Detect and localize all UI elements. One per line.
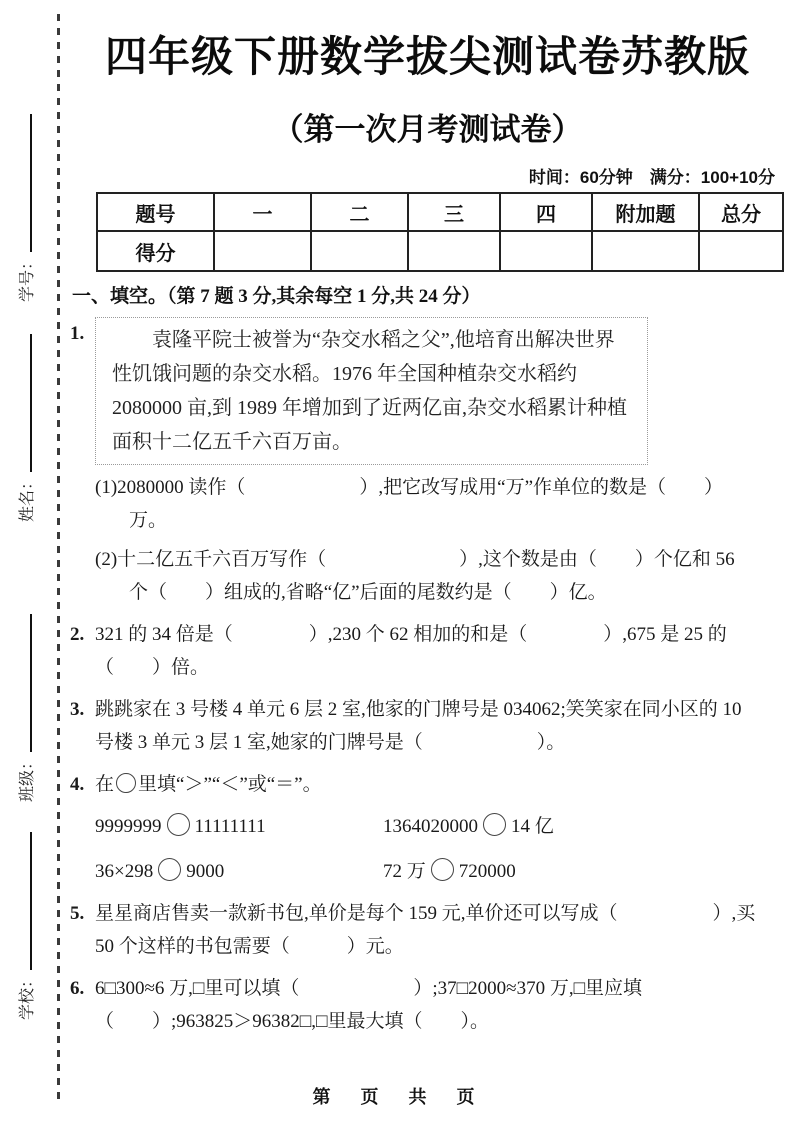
score-table-header-cell: 二 bbox=[311, 193, 408, 231]
comparison-left: 9999999 bbox=[95, 816, 162, 837]
score-table-header-cell: 一 bbox=[214, 193, 311, 231]
question-text: 星星商店售卖一款新书包,单价是每个 159 元,单价还可以写成（ ）,买 50 个这样的书包需要（ ）元。 bbox=[95, 903, 756, 957]
comparison-item bbox=[95, 855, 383, 888]
score-table-header-cell: 四 bbox=[500, 193, 592, 231]
question-4 bbox=[70, 768, 785, 888]
question-3 bbox=[70, 693, 785, 759]
question-number: 5. bbox=[70, 903, 85, 924]
name-blank-line bbox=[16, 334, 32, 472]
question-number: 1. bbox=[70, 323, 85, 344]
score-table-header-cell: 总分 bbox=[699, 193, 783, 231]
score-cell bbox=[699, 231, 783, 271]
margin-field-school bbox=[14, 808, 38, 1020]
name-label: 姓名： bbox=[19, 473, 36, 522]
q4-comparison-grid bbox=[95, 810, 757, 888]
score-cell bbox=[214, 231, 311, 271]
q4-stem-suffix: 里填“＞”“＜”或“＝”。 bbox=[138, 774, 322, 795]
question-6 bbox=[70, 972, 785, 1038]
comparison-right: 14 亿 bbox=[511, 816, 554, 837]
score-table-header-cell: 三 bbox=[408, 193, 500, 231]
comparison-item bbox=[383, 855, 757, 888]
page-footer: 第 页 共 页 bbox=[312, 1087, 481, 1107]
binding-dashed-line bbox=[57, 14, 60, 1106]
score-cell bbox=[408, 231, 500, 271]
comparison-right: 9000 bbox=[186, 861, 225, 882]
class-blank-line bbox=[16, 614, 32, 752]
question-number: 2. bbox=[70, 624, 85, 645]
margin-field-name bbox=[14, 310, 38, 522]
score-row-label: 得分 bbox=[97, 231, 214, 271]
question-number: 3. bbox=[70, 699, 85, 720]
school-label: 学校： bbox=[19, 971, 36, 1020]
question-text: 跳跳家在 3 号楼 4 单元 6 层 2 室,他家的门牌号是 034062;笑笑家在同小区的 10 号楼 3 单元 3 层 1 室,她家的门牌号是（ ）。 bbox=[95, 699, 742, 753]
class-label: 班级： bbox=[19, 753, 36, 802]
paper-content bbox=[70, 0, 785, 1038]
score-table-header-cell: 题号 bbox=[97, 193, 214, 231]
score-cell bbox=[311, 231, 408, 271]
comparison-left: 72 万 bbox=[383, 861, 426, 882]
circle-blank-icon bbox=[483, 813, 506, 836]
score-cell bbox=[592, 231, 699, 271]
student-id-label: 学号： bbox=[19, 253, 36, 302]
q4-stem-prefix: 在 bbox=[95, 774, 115, 795]
q1-box-text: 袁隆平院士被誉为“杂交水稻之父”,他培育出解决世界性饥饿问题的杂交水稻。1976 年全国种植杂交水稻约 2080000 亩,到 1989 年增加到了近两亿亩,杂交水稻累计种植面积十二亿五千六百万亩。 bbox=[112, 329, 627, 453]
circle-blank-icon bbox=[431, 858, 454, 881]
score-table bbox=[96, 192, 784, 272]
comparison-item bbox=[95, 810, 383, 843]
circle-blank-icon bbox=[167, 813, 190, 836]
margin-field-class bbox=[14, 590, 38, 802]
comparison-item bbox=[383, 810, 757, 843]
comparison-right: 720000 bbox=[458, 861, 516, 882]
circle-blank-icon bbox=[116, 773, 136, 793]
comparison-left: 36×298 bbox=[95, 861, 154, 882]
student-id-blank-line bbox=[16, 114, 32, 252]
question-2 bbox=[70, 618, 785, 684]
question-text: 321 的 34 倍是（ ）,230 个 62 相加的和是（ ）,675 是 25 的（ ）倍。 bbox=[95, 624, 727, 678]
comparison-left: 1364020000 bbox=[383, 816, 478, 837]
q1-sub2: (2)十二亿五千六百万写作（ ）,这个数是由（ ）个亿和 56 个（ ）组成的,省略“亿”后面的尾数约是（ ）亿。 bbox=[95, 549, 735, 603]
score-cell bbox=[500, 231, 592, 271]
page-title: 四年级下册数学拔尖测试卷苏教版 bbox=[104, 33, 750, 80]
section-heading: 一、填空。（第 7 题 3 分,其余每空 1 分,共 24 分） bbox=[72, 286, 481, 307]
score-table-score-row bbox=[97, 231, 783, 271]
question-5 bbox=[70, 897, 785, 963]
score-table-header-row bbox=[97, 193, 783, 231]
score-table-header-cell: 附加题 bbox=[592, 193, 699, 231]
q4-stem bbox=[95, 768, 757, 801]
q1-sub1: (1)2080000 读作（ ）,把它改写成用“万”作单位的数是（ ）万。 bbox=[95, 477, 724, 531]
question-text: 6□300≈6 万,□里可以填（ ）;37□2000≈370 万,□里应填（ ）;963825＞96382□,□里最大填（ ）。 bbox=[95, 978, 643, 1032]
margin-field-student-id bbox=[14, 90, 38, 302]
question-1 bbox=[70, 317, 785, 609]
page-subtitle: （第一次月考测试卷） bbox=[272, 112, 583, 147]
circle-blank-icon bbox=[158, 858, 181, 881]
question-number: 4. bbox=[70, 774, 85, 795]
question-number: 6. bbox=[70, 978, 85, 999]
q1-reading-box bbox=[95, 317, 648, 465]
comparison-right: 11111111 bbox=[194, 816, 266, 837]
school-blank-line bbox=[16, 832, 32, 970]
exam-meta: 时间：60分钟 满分：100+10分 bbox=[528, 168, 775, 187]
question-body bbox=[95, 317, 785, 609]
question-body bbox=[95, 768, 785, 888]
